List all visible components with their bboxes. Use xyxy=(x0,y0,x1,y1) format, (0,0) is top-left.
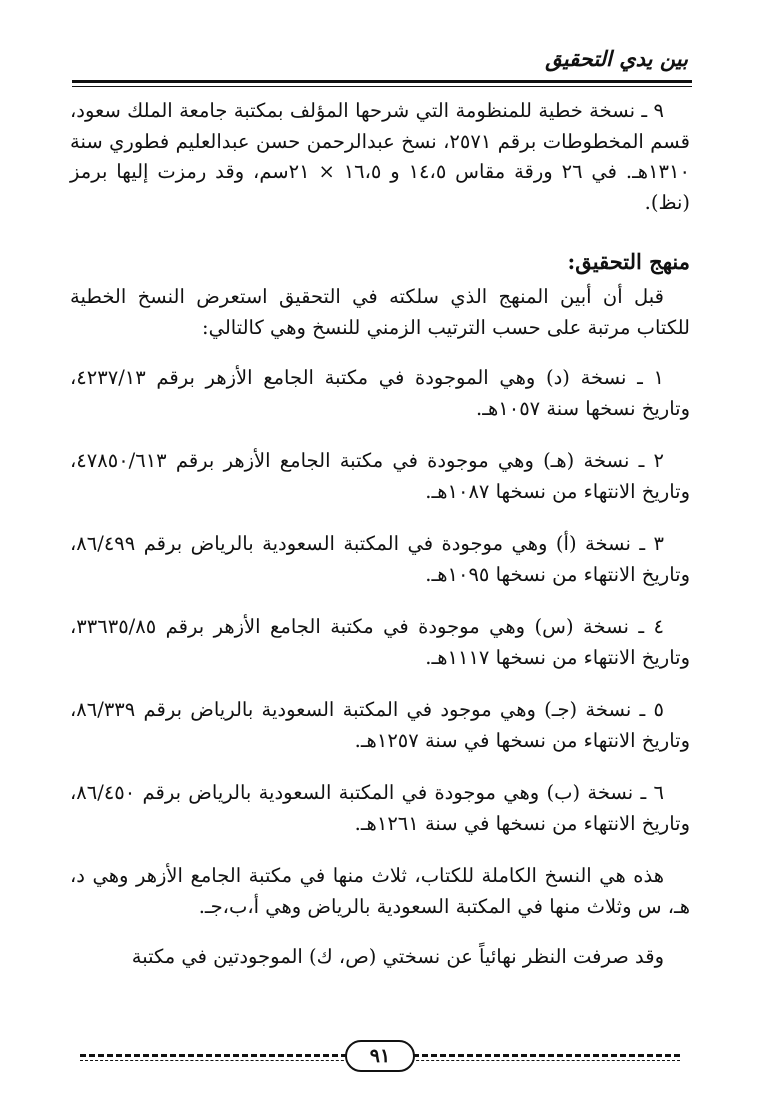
header-rule-thin xyxy=(72,86,692,87)
page-body xyxy=(70,96,690,993)
list-item: ٥ ـ نسخة (جـ) وهي موجود في المكتبة السعودية بالرياض برقم ٨٦/٣٣٩، وتاريخ الانتهاء من نسخها في سنة ١٢٥٧هـ. xyxy=(70,698,690,752)
header-title: بين يدي التحقيق xyxy=(545,46,688,71)
closing-paragraph: وقد صرفت النظر نهائياً عن نسختي (ص، ك) الموجودتين في مكتبة xyxy=(131,945,664,968)
page-number: ٩١ xyxy=(345,1040,415,1072)
summary-paragraph: هذه هي النسخ الكاملة للكتاب، ثلاث منها في مكتبة الجامع الأزهر وهي د، هـ، س وثلاث منها في المكتبة السعودية بالرياض وهي أ،ب،جـ. xyxy=(70,864,690,918)
section-intro-paragraph: قبل أن أبين المنهج الذي سلكته في التحقيق استعرض النسخ الخطية للكتاب مرتبة على حسب الترتيب الزمني للنسخ وهي كالتالي: xyxy=(70,285,690,339)
list-item: ٤ ـ نسخة (س) وهي موجودة في مكتبة الجامع الأزهر برقم ٣٣٦٣٥/٨٥، وتاريخ الانتهاء من نسخها ١١١٧هـ. xyxy=(70,615,690,669)
header-rule xyxy=(72,80,692,83)
list-item: ١ ـ نسخة (د) وهي الموجودة في مكتبة الجامع الأزهر برقم ٤٢٣٧/١٣، وتاريخ نسخها سنة ١٠٥٧هـ. xyxy=(70,366,690,420)
list-item: ٦ ـ نسخة (ب) وهي موجودة في المكتبة السعودية بالرياض برقم ٨٦/٤٥٠، وتاريخ الانتهاء من نسخها في سنة ١٢٦١هـ. xyxy=(70,781,690,835)
list-item: ٢ ـ نسخة (هـ) وهي موجودة في مكتبة الجامع الأزهر برقم ٤٧٨٥٠/٦١٣، وتاريخ الانتهاء من نسخها ١٠٨٧هـ. xyxy=(70,449,690,503)
section-heading: منهج التحقيق: xyxy=(567,249,690,274)
running-header xyxy=(72,44,692,84)
intro-paragraph: ٩ ـ نسخة خطية للمنظومة التي شرحها المؤلف بمكتبة جامعة الملك سعود، قسم المخطوطات برقم ٢٥٧١، نسخ عبدالرحمن حسن عبدالعليم فطوري سنة ١٣١٠هـ. في ٢٦ ورقة مقاس ١٤،٥ و ١٦،٥ × ٢١سم، وقد رمزت إليها برمز (نظ). xyxy=(70,99,690,214)
list-item: ٣ ـ نسخة (أ) وهي موجودة في المكتبة السعودية بالرياض برقم ٨٦/٤٩٩، وتاريخ الانتهاء من نسخها ١٠٩٥هـ. xyxy=(70,532,690,586)
page-footer xyxy=(80,1038,680,1072)
